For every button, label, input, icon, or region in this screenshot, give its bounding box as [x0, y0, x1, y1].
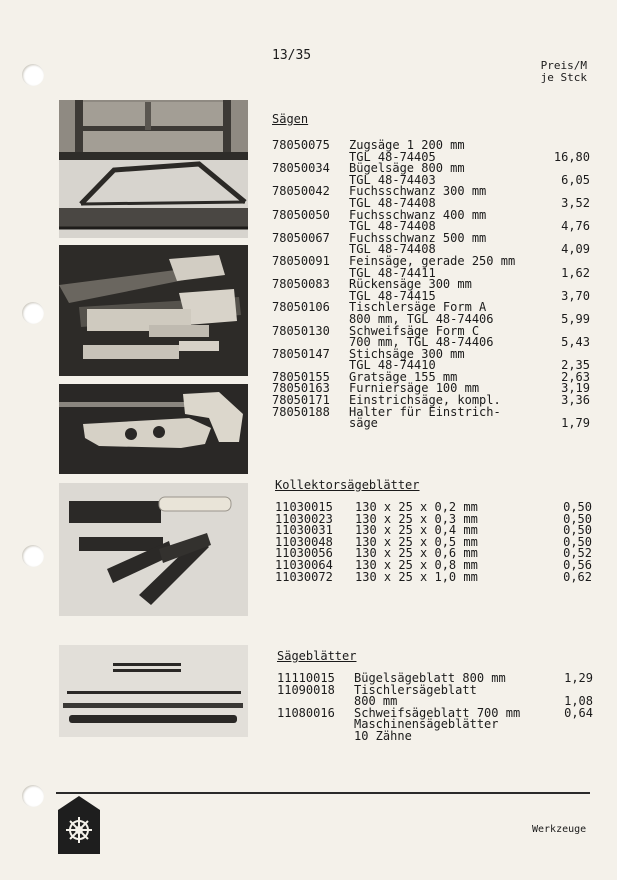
list-item: 11090018 Tischlersägeblatt: [277, 682, 477, 697]
list-item: 11030023 130 x 25 x 0,3 mm 0,50: [275, 511, 592, 526]
footer-rule: [56, 792, 590, 794]
list-item: 78050034 Bügelsäge 800 mm: [272, 161, 465, 176]
section-title-collector-blades: Kollektorsägeblätter: [275, 478, 420, 492]
list-item: säge 1,79: [349, 416, 590, 431]
punch-hole: [22, 302, 44, 324]
list-item: Maschinensägeblätter: [354, 717, 499, 732]
list-item: TGL 48-74405 16,80: [349, 149, 590, 164]
list-item: 78050155 Gratsäge 155 mm 2,63: [272, 369, 590, 384]
list-item: TGL 48-74415 3,70: [349, 288, 590, 303]
page-number: 13/35: [272, 48, 312, 63]
footer-label: Werkzeuge: [532, 824, 587, 835]
list-item: 11030031 130 x 25 x 0,4 mm 0,50: [275, 523, 592, 538]
list-item: 10 Zähne: [354, 728, 412, 743]
list-item: 11110015 Bügelsägeblatt 800 mm 1,29: [277, 671, 593, 685]
list-item: 11030015 130 x 25 x 0,2 mm 0,50: [275, 500, 592, 514]
list-item: TGL 48-74408 4,09: [349, 242, 590, 257]
list-item: 11030064 130 x 25 x 0,8 mm 0,56: [275, 557, 592, 572]
list-item: TGL 48-74411 1,62: [349, 265, 590, 280]
list-item: 800 mm 1,08: [354, 694, 593, 709]
list-item: 700 mm, TGL 48-74406 5,43: [349, 335, 590, 350]
list-item: 11080016 Schweifsägeblatt 700 mm 0,64: [277, 705, 593, 720]
photo-collector-blades: [59, 483, 248, 616]
collector-blades-list: [275, 502, 592, 583]
list-item: TGL 48-74403 6,05: [349, 172, 590, 187]
photo-bow-saws: [59, 100, 248, 238]
section-title-saw-blades: Sägeblätter: [277, 649, 357, 663]
photo-fine-saws: [59, 384, 248, 474]
punch-hole: [22, 785, 44, 807]
list-item: TGL 48-74408 4,76: [349, 219, 590, 234]
saws-list: [272, 140, 590, 430]
list-item: 78050075 Zugsäge 1 200 mm: [272, 138, 465, 152]
list-item: 78050188 Halter für Einstrich-: [272, 404, 501, 419]
list-item: 11030072 130 x 25 x 1,0 mm 0,62: [275, 569, 592, 584]
list-item: 11030048 130 x 25 x 0,5 mm 0,50: [275, 534, 592, 549]
list-item: 11030056 130 x 25 x 0,6 mm 0,52: [275, 546, 592, 561]
punch-hole: [22, 64, 44, 86]
list-item: 78050163 Furniersäge 100 mm 3,19: [272, 381, 590, 396]
list-item: 78050130 Schweifsäge Form C: [272, 323, 480, 338]
photo-handsaws: [59, 245, 248, 376]
price-column-header: Preis/M je Stck: [540, 59, 587, 84]
list-item: 78050042 Fuchsschwanz 300 mm: [272, 184, 487, 199]
list-item: 78050171 Einstrichsäge, kompl. 3,36: [272, 393, 590, 408]
list-item: 78050106 Tischlersäge Form A: [272, 300, 487, 315]
list-item: 78050147 Stichsäge 300 mm: [272, 346, 465, 361]
list-item: 78050091 Feinsäge, gerade 250 mm: [272, 253, 516, 268]
photo-saw-blades: [59, 645, 248, 737]
saw-blades-list: [277, 673, 593, 743]
list-item: TGL 48-74408 3,52: [349, 195, 590, 210]
punch-hole: [22, 545, 44, 567]
list-item: 78050083 Rückensäge 300 mm: [272, 277, 472, 292]
ship-wheel-icon: [58, 796, 100, 854]
section-title-saws: Sägen: [272, 112, 309, 126]
list-item: TGL 48-74410 2,35: [349, 358, 590, 373]
list-item: 78050050 Fuchsschwanz 400 mm: [272, 207, 487, 222]
list-item: 78050067 Fuchsschwanz 500 mm: [272, 230, 487, 245]
list-item: 800 mm, TGL 48-74406 5,99: [349, 311, 590, 326]
